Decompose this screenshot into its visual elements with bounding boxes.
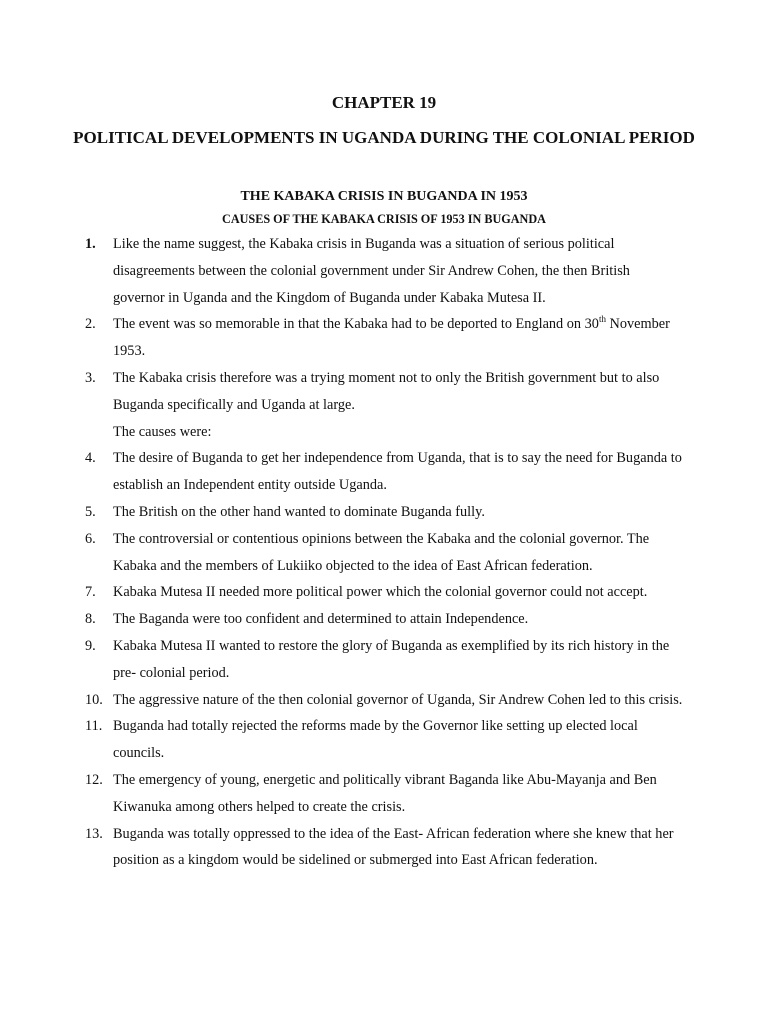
list-item-number: 7. [85,584,96,601]
list-item [85,231,685,311]
list-item-text-continued: November 1953. [113,316,670,360]
list-item-text: Kabaka Mutesa II wanted to restore the glory of Buganda as exemplified by its rich history in the pre- colonial period. [113,637,670,681]
list-item-number: 5. [85,503,96,520]
list-item-text: The Kabaka crisis therefore was a trying moment not to only the British government but to also Buganda specifically and Uganda at large. [113,369,660,413]
list-item-text: The causes were: [113,423,212,440]
list-item-text: Buganda had totally rejected the reforms made by the Governor like setting up elected local councils. [113,718,638,762]
list-item-number: 8. [85,611,96,628]
list-item-text: The emergency of young, energetic and politically vibrant Baganda like Abu-Mayanja and Ben Kiwanuka among others helped to create the crisis. [113,771,657,815]
chapter-heading: CHAPTER 19 [331,93,437,112]
list-item [85,445,685,499]
list-item-text: The desire of Buganda to get her independence from Uganda, that is to say the need for Buganda to establish an Independent entity outside Uganda. [113,450,682,494]
list-item-text: The aggressive nature of the then colonial governor of Uganda, Sir Andrew Cohen led to this crisis. [113,691,683,708]
chapter-title: POLITICAL DEVELOPMENTS IN UGANDA DURING THE COLONIAL PERIOD [73,128,695,147]
list-item-number: 1. [85,236,96,252]
list-item-number: 3. [85,369,96,386]
list-item [85,713,685,767]
list-item-text: Buganda was totally oppressed to the idea of the East- African federation where she knew that her position as a kingdom would be sidelined or submerged into East African federation. [113,825,674,869]
list-item [85,767,685,821]
list-item-number: 9. [85,637,96,654]
list-intro [85,419,685,446]
list-item-text: The Baganda were too confident and determined to attain Independence. [113,611,529,628]
list-item [85,633,685,687]
list-item [85,499,685,526]
list-item-number: 11. [85,718,103,735]
list-item-number: 6. [85,530,96,547]
list-item-text: The controversial or contentious opinions between the Kabaka and the colonial governor. The Kabaka and the members of Lukiiko objected to the idea of East African federation. [113,530,650,574]
superscript: th [598,314,606,325]
list-item [85,579,685,606]
list-item [85,821,685,875]
list-item-text: Like the name suggest, the Kabaka crisis in Buganda was a situation of serious political disagreements between the colonial government under Sir Andrew Cohen, the then British governor in Uganda and the Kingdom of Buganda under Kabaka Mutesa II. [113,236,630,306]
list-item [85,365,685,419]
list-item-number: 12. [85,771,103,788]
list-item-text: The British on the other hand wanted to dominate Buganda fully. [113,503,485,520]
list-item [85,606,685,633]
list-item-text: The event was so memorable in that the Kabaka had to be deported to England on 30 [113,316,599,333]
section-title: THE KABAKA CRISIS IN BUGANDA IN 1953 [240,189,528,204]
list-item [85,526,685,580]
list-item [85,687,685,714]
list-item-number: 13. [85,825,103,842]
list-item-number: 10. [85,691,103,708]
list-item [85,311,685,365]
causes-list [85,231,685,874]
section-subheading: CAUSES OF THE KABAKA CRISIS OF 1953 IN BUGANDA [222,212,546,226]
list-item-text: Kabaka Mutesa II needed more political power which the colonial governor could not accept. [113,584,648,601]
list-item-number: 4. [85,450,96,467]
list-item-number: 2. [85,316,96,333]
